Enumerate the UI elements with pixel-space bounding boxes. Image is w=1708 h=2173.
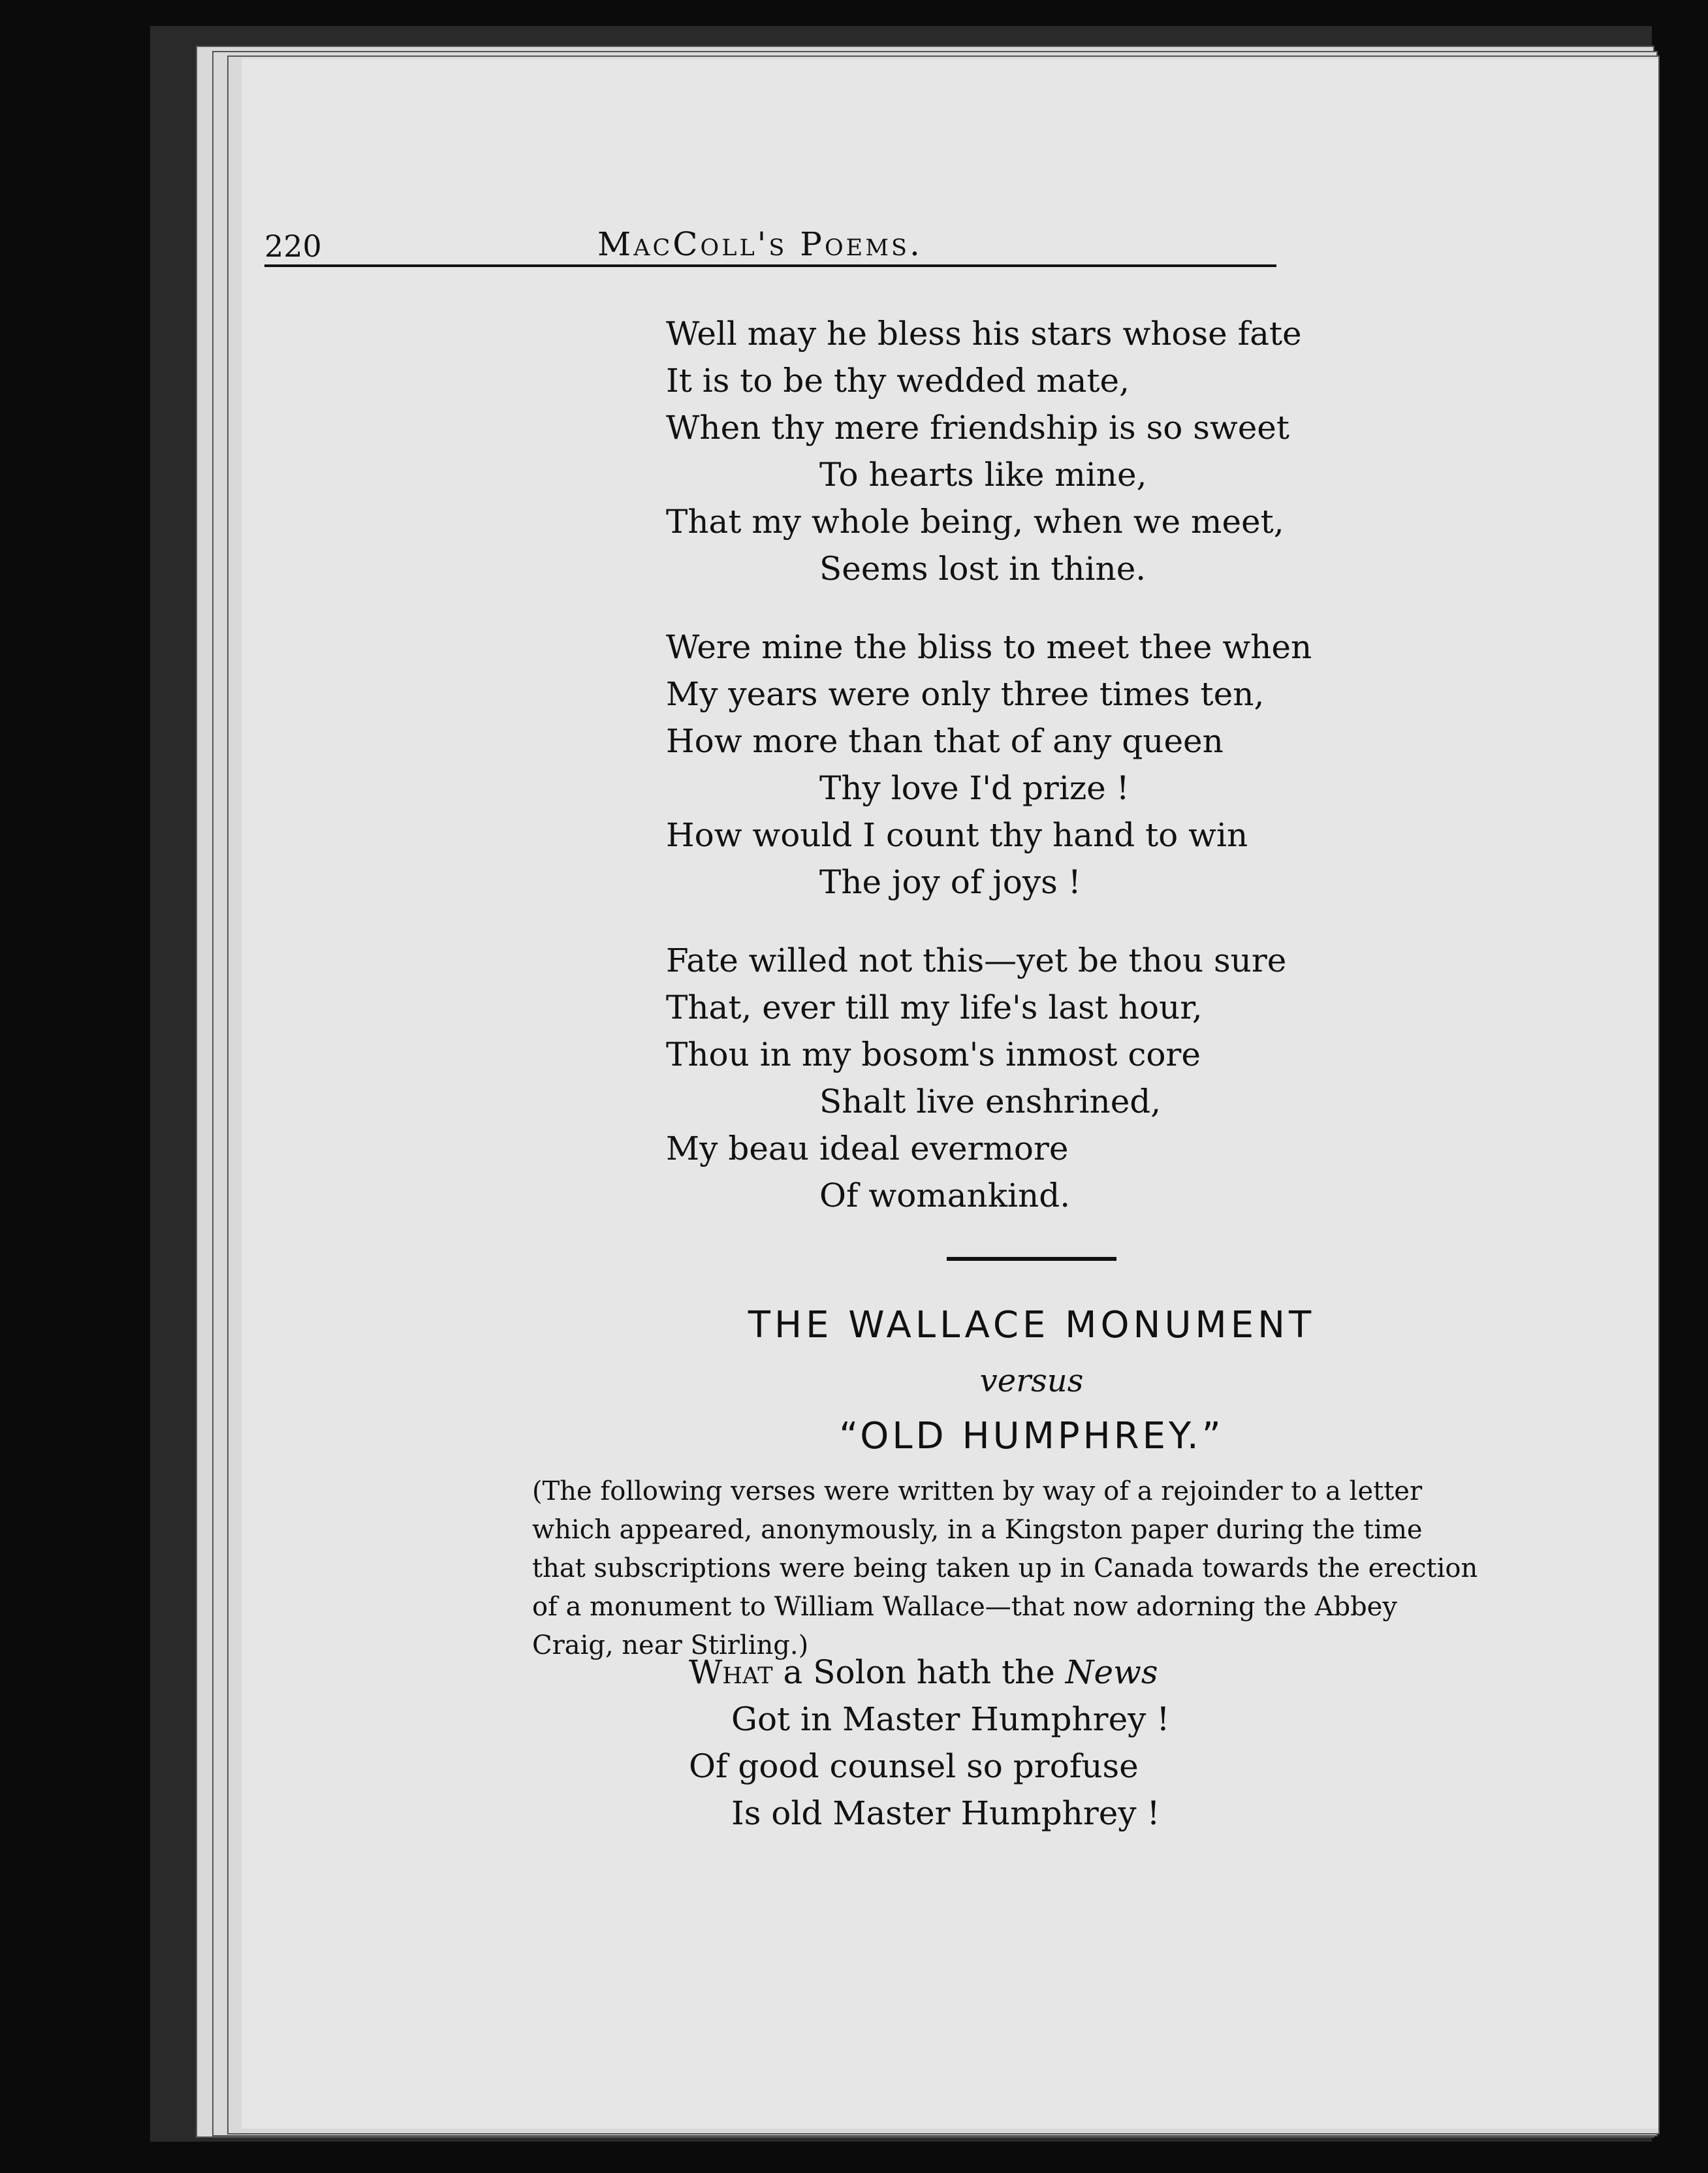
poem-line: My beau ideal evermore [666, 1130, 1069, 1167]
note-line: which appeared, anonymously, in a Kingston paper during the time [532, 1515, 1423, 1545]
page-header [264, 193, 1276, 267]
poem-subtitle: “OLD HUMPHREY.” [839, 1415, 1224, 1457]
poem-line: The joy of joys ! [819, 863, 1081, 901]
poem-line: How more than that of any queen [666, 722, 1224, 760]
poem-line: That my whole being, when we meet, [666, 503, 1284, 541]
editorial-note [532, 1472, 1547, 1665]
poem-line: Seems lost in thine. [819, 550, 1147, 588]
poem-line: Shalt live enshrined, [819, 1083, 1162, 1120]
note-line: Craig, near Stirling.) [532, 1630, 809, 1660]
second-poem-opening [689, 1649, 1342, 1837]
stanza-3 [666, 937, 1352, 1219]
note-line: of a monument to William Wallace—that now adorning the Abbey [532, 1592, 1397, 1622]
running-title: MacColl's Poems. [597, 225, 923, 263]
poem-line: Thou in my bosom's inmost core [666, 1036, 1201, 1073]
poem-line [689, 1649, 1342, 1696]
newspaper-name: News [1065, 1653, 1158, 1691]
poem-line: Of good counsel so profuse [689, 1747, 1139, 1785]
poem-line: Well may he bless his stars whose fate [666, 315, 1302, 353]
opening-word: What [689, 1653, 773, 1691]
note-line: (The following verses were written by way of a rejoinder to a letter [532, 1476, 1423, 1506]
poem-line: When thy mere friendship is so sweet [666, 409, 1289, 447]
poem-line: Got in Master Humphrey ! [731, 1700, 1170, 1738]
poem-title-versus: versus [979, 1363, 1084, 1399]
poem-line: To hearts like mine, [819, 456, 1147, 494]
poem-line: Thy love I'd prize ! [819, 769, 1130, 807]
page-number: 220 [264, 229, 322, 264]
poem-line: It is to be thy wedded mate, [666, 362, 1130, 400]
poem-line: My years were only three times ten, [666, 675, 1265, 713]
section-divider [947, 1257, 1116, 1261]
poem-line: Of womankind. [819, 1177, 1071, 1214]
poem-line: How would I count thy hand to win [666, 816, 1248, 854]
poem-title: THE WALLACE MONUMENT [748, 1304, 1316, 1346]
poem-line: That, ever till my life's last hour, [666, 989, 1203, 1026]
poem-line: Were mine the bliss to meet thee when [666, 628, 1312, 666]
poem-line: Fate willed not this—yet be thou sure [666, 942, 1287, 979]
stanza-1 [666, 310, 1352, 592]
poem-line: Is old Master Humphrey ! [731, 1794, 1160, 1832]
note-line: that subscriptions were being taken up in Canada towards the erection [532, 1553, 1478, 1583]
stanza-2 [666, 624, 1352, 906]
poem-line-text: a Solon hath the [772, 1653, 1066, 1691]
